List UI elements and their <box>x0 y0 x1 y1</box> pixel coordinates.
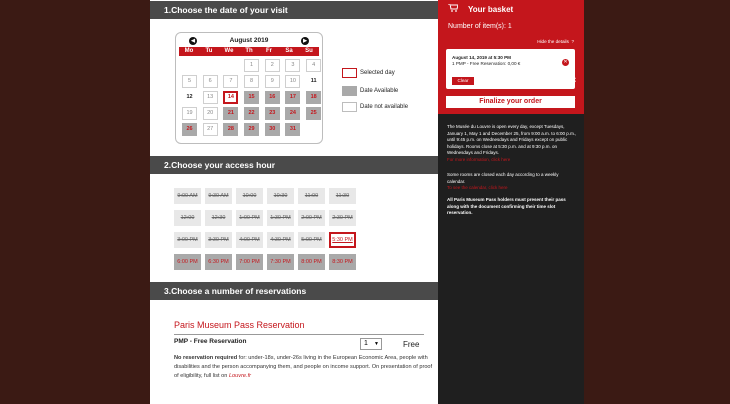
time-slot: 2:00 PM <box>298 210 325 226</box>
help-icon: ? <box>571 39 574 44</box>
time-slot[interactable]: 7:30 PM <box>267 254 294 270</box>
reservation-title: Paris Museum Pass Reservation <box>174 320 305 330</box>
cart-icon <box>448 4 458 14</box>
calendar-day: 4 <box>306 59 321 72</box>
remove-item-icon[interactable]: ✕ <box>563 59 568 65</box>
basket-title-text: Your basket <box>468 5 514 14</box>
weekday-label: Tu <box>205 48 213 54</box>
reservation-note-bold: No reservation required <box>174 355 238 361</box>
opening-info <box>447 124 577 163</box>
time-slot: 4:30 PM <box>267 232 294 248</box>
calendar-day: 27 <box>203 123 218 136</box>
louvre-link[interactable]: Louvre.fr <box>228 373 252 379</box>
time-slot[interactable]: 6:30 PM <box>205 254 232 270</box>
time-slot[interactable]: 8:30 PM <box>329 254 356 270</box>
basket-items-count: Number of item(s): 1 <box>448 23 512 30</box>
chevron-left-icon[interactable]: ◀ <box>189 37 197 45</box>
calendar-day: 2 <box>265 59 280 72</box>
rooms-info <box>447 172 577 192</box>
calendar-day[interactable]: 18 <box>306 91 321 104</box>
basket-panel <box>438 0 584 404</box>
reservation-note <box>174 354 436 381</box>
calendar-day: 12 <box>186 94 193 100</box>
calendar-day[interactable]: 26 <box>182 123 197 136</box>
calendar-grid <box>179 59 319 136</box>
chevron-right-icon[interactable]: ▶ <box>301 37 309 45</box>
calendar-day: 9 <box>265 75 280 88</box>
time-slot: 11:30 <box>329 188 356 204</box>
calendar-day: 6 <box>203 75 218 88</box>
basket-title <box>448 4 513 14</box>
hour-grid <box>174 188 356 270</box>
legend-not-available-swatch <box>342 102 357 112</box>
legend-selected-label: Selected day <box>360 70 395 76</box>
finalize-order-button[interactable]: Finalize your order <box>446 96 575 108</box>
calendar-day[interactable]: 30 <box>265 123 280 136</box>
weekday-label: Sa <box>285 48 293 54</box>
calendar-day[interactable]: 16 <box>265 91 280 104</box>
divider <box>174 334 424 335</box>
time-slot: 4:00 PM <box>236 232 263 248</box>
calendar-weekdays <box>179 47 319 56</box>
pass-info: All Paris Museum Pass holders must present their pass along with the document confirming their time slot reservation. <box>447 197 566 215</box>
calendar-day[interactable]: 23 <box>265 107 280 120</box>
chevron-down-icon: ▼ <box>374 341 379 347</box>
time-slot: 9:30 AM <box>205 188 232 204</box>
time-slot: 10:00 <box>236 188 263 204</box>
reservation-note-text: for: under-18s, under-26s living in the European Economic Area, people with disabilities and the person accompanying them, and people on income support. On presentation of proof of eligibility, full list on <box>174 355 433 379</box>
quantity-value: 1 <box>364 340 368 347</box>
reservation-name: PMP - Free Reservation <box>174 338 247 345</box>
time-slot: 11:00 <box>298 188 325 204</box>
time-slot[interactable]: 8:00 PM <box>298 254 325 270</box>
clear-button[interactable]: Clear <box>452 77 474 85</box>
calendar-month: August 2019 <box>229 37 269 44</box>
calendar-day[interactable]: 21 <box>223 107 238 120</box>
weekday-label: Mo <box>184 48 194 54</box>
time-slot: 12:30 <box>205 210 232 226</box>
calendar-day[interactable]: 31 <box>285 123 300 136</box>
booking-panel <box>150 0 438 404</box>
reservation-price: Free <box>403 340 420 349</box>
hide-details-link[interactable] <box>537 39 574 44</box>
time-slot: 3:30 PM <box>205 232 232 248</box>
legend-available-swatch <box>342 86 357 96</box>
calendar-day: 5 <box>182 75 197 88</box>
calendar-day[interactable]: 25 <box>306 107 321 120</box>
time-slot: 3:00 PM <box>174 232 201 248</box>
calendar-day: 13 <box>203 91 218 104</box>
calendar-day: 20 <box>203 107 218 120</box>
time-slot: 2:30 PM <box>329 210 356 226</box>
legend-available <box>342 86 398 96</box>
calendar-day[interactable]: 22 <box>244 107 259 120</box>
calendar-day[interactable]: 15 <box>244 91 259 104</box>
section-reservations-header: 3.Choose a number of reservations <box>150 282 438 300</box>
calendar-link[interactable]: To see the calendar, click here <box>447 185 508 190</box>
section-date-header: 1.Choose the date of your visit <box>150 1 438 19</box>
rooms-info-text: Some rooms are closed each day according to a weekly calendar. <box>447 172 559 184</box>
calendar-day[interactable]: 28 <box>223 123 238 136</box>
calendar-day: 11 <box>310 78 317 84</box>
calendar-day: 8 <box>244 75 259 88</box>
quantity-select[interactable] <box>360 338 382 350</box>
section-hour-header: 2.Choose your access hour <box>150 156 438 174</box>
hide-details-label: Hide the details <box>537 39 569 44</box>
calendar-day: 7 <box>223 75 238 88</box>
legend-selected <box>342 68 395 78</box>
calendar-day[interactable]: 29 <box>244 123 259 136</box>
legend-not-available-label: Date not available <box>360 104 409 110</box>
basket-summary <box>438 0 584 114</box>
time-slot: 10:30 <box>267 188 294 204</box>
legend-available-label: Date Available <box>360 88 399 94</box>
calendar-header <box>179 36 319 46</box>
calendar-day: 3 <box>285 59 300 72</box>
legend-not-available <box>342 102 408 112</box>
calendar-day[interactable]: 17 <box>285 91 300 104</box>
calendar-day: 1 <box>244 59 259 72</box>
time-slot[interactable]: 5:30 PM <box>329 232 356 248</box>
calendar <box>175 32 323 144</box>
time-slot: 9:00 AM <box>174 188 201 204</box>
basket-item-desc: 1 PMP - Free Reservation: 0,00 € <box>452 61 521 66</box>
time-slot: 1:30 PM <box>267 210 294 226</box>
time-slot: 12:00 <box>174 210 201 226</box>
time-slot: 5:00 PM <box>298 232 325 248</box>
calendar-day: 19 <box>182 107 197 120</box>
opening-info-text: The Musée du Louvre is open every day, except Tuesdays, January 1, May 1 and December 25, from 9:00 a.m. to 6:00 p.m., until 9:45 p.m. on Wednesdays and Fridays except on public holidays. Rooms close at 5:30 p.m. and at 9:30 p.m. on Wednesdays and Fridays. <box>447 124 577 155</box>
time-slot: 1:00 PM <box>236 210 263 226</box>
weekday-label: Fr <box>266 48 272 54</box>
weekday-label: Su <box>305 48 313 54</box>
calendar-day: 10 <box>285 75 300 88</box>
time-slot[interactable]: 7:00 PM <box>236 254 263 270</box>
calendar-day[interactable]: 14 <box>223 91 238 104</box>
time-slot[interactable]: 6:00 PM <box>174 254 201 270</box>
weekday-label: Th <box>245 48 253 54</box>
basket-total: Total : 0,00 € <box>537 77 576 84</box>
more-info-link[interactable]: For more information, click here <box>447 156 511 162</box>
legend-selected-swatch <box>342 68 357 78</box>
calendar-day[interactable]: 24 <box>285 107 300 120</box>
basket-item-date: August 14, 2019 at 5:30 PM <box>452 55 511 60</box>
weekday-label: We <box>224 48 234 54</box>
